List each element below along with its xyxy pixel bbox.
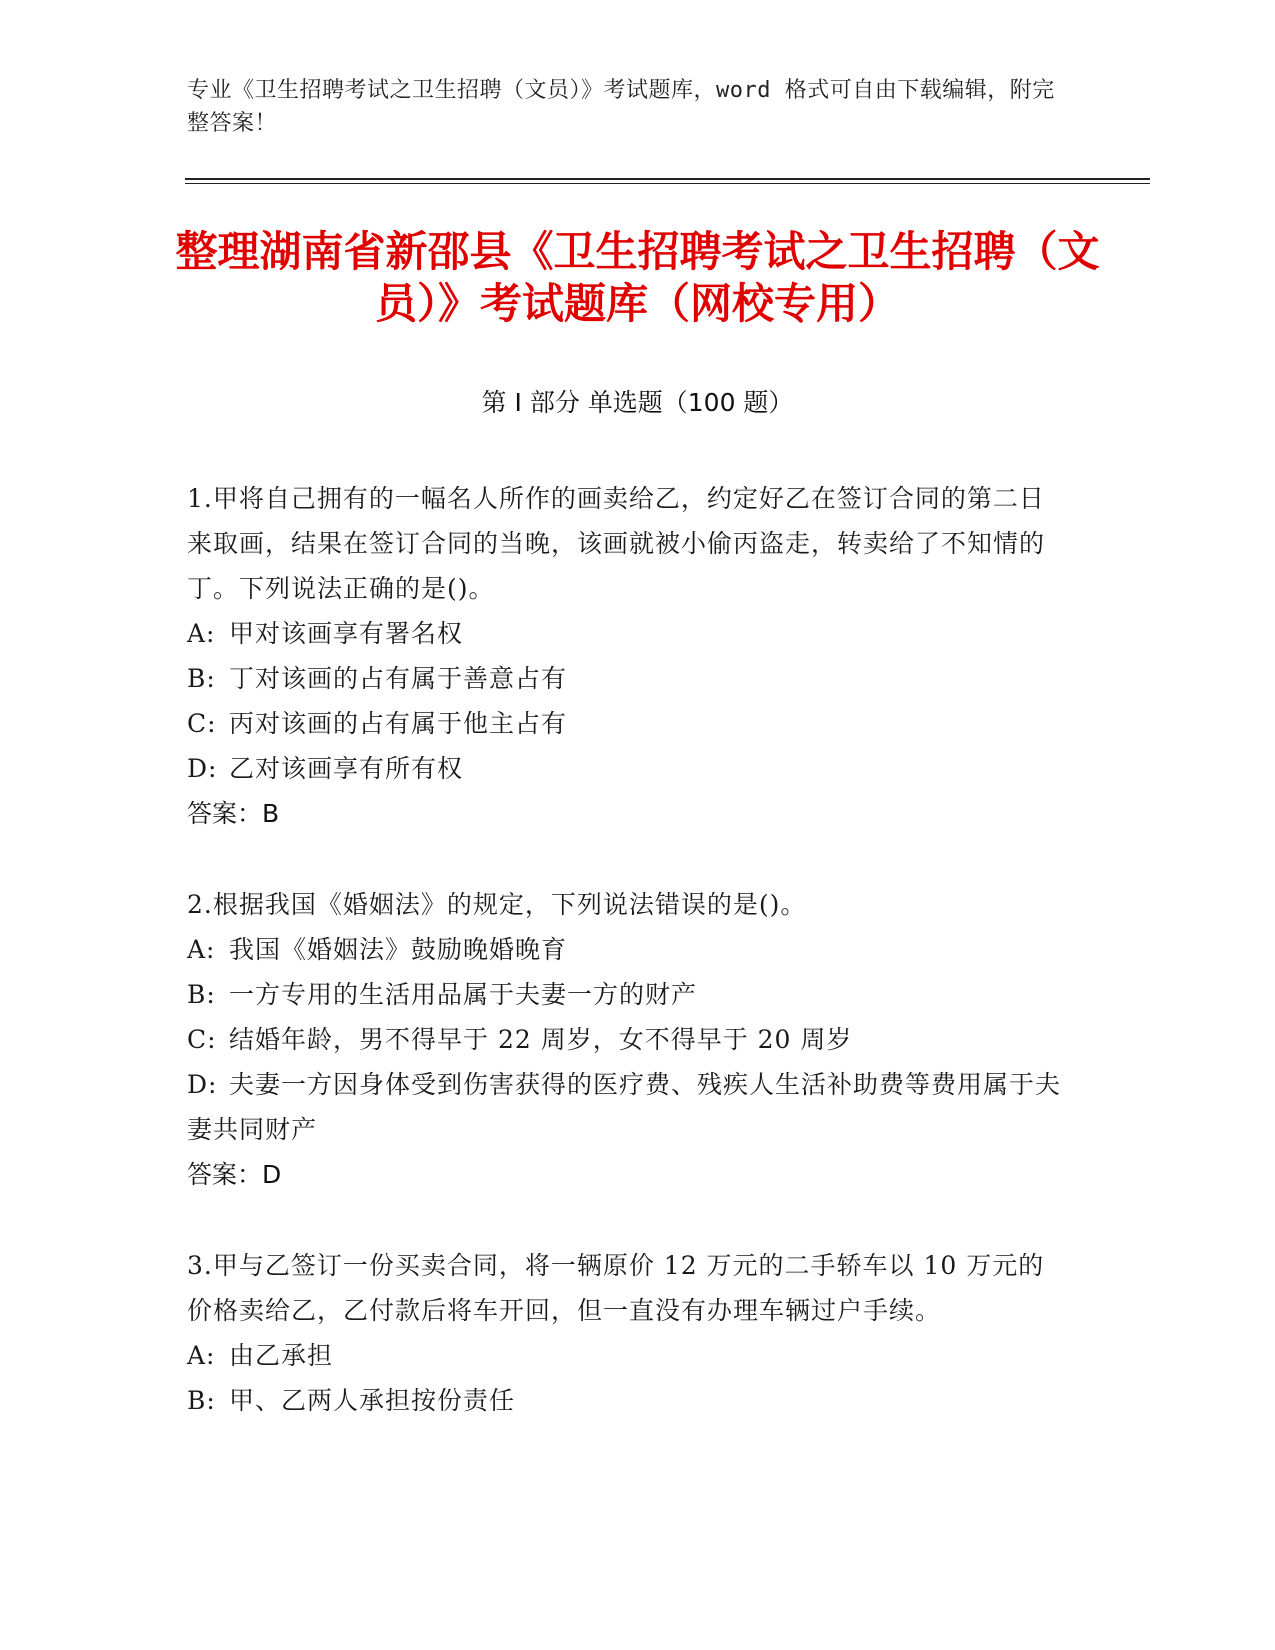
question-list <box>187 476 1067 1469</box>
option-letter: A: <box>187 1341 216 1370</box>
section-title: 第 I 部分 单选题（100 题） <box>481 388 794 417</box>
option-text: 由乙承担 <box>229 1341 334 1370</box>
option-text: 甲对该画享有署名权 <box>229 619 464 648</box>
option-letter: D: <box>187 1070 218 1099</box>
option-letter: B: <box>187 664 216 693</box>
option-letter: D: <box>187 754 218 783</box>
option-letter: A: <box>187 619 216 648</box>
question-stem: 2.根据我国《婚姻法》的规定，下列说法错误的是()。 <box>187 890 807 919</box>
option-letter: C: <box>187 709 217 738</box>
option-text: 甲、乙两人承担按份责任 <box>229 1386 516 1415</box>
option-letter: C: <box>187 1025 217 1054</box>
option-a <box>187 611 1067 656</box>
question-1 <box>187 476 1067 836</box>
answer-line: 答案：B <box>187 799 280 828</box>
option-c <box>187 1017 1067 1062</box>
header-divider-thin <box>185 183 1150 184</box>
option-letter: A: <box>187 935 216 964</box>
option-text: 一方专用的生活用品属于夫妻一方的财产 <box>229 980 698 1009</box>
option-a <box>187 927 1067 972</box>
option-text: 丙对该画的占有属于他主占有 <box>229 709 568 738</box>
option-c <box>187 701 1067 746</box>
question-3 <box>187 1243 1067 1423</box>
question-2 <box>187 882 1067 1197</box>
option-a <box>187 1333 1067 1378</box>
option-d <box>187 1062 1067 1152</box>
option-d <box>187 746 1067 791</box>
option-b <box>187 972 1067 1017</box>
option-letter: B: <box>187 1386 216 1415</box>
option-text: 丁对该画的占有属于善意占有 <box>229 664 568 693</box>
option-text: 结婚年龄，男不得早于 22 周岁，女不得早于 20 周岁 <box>229 1025 853 1054</box>
option-b <box>187 656 1067 701</box>
option-b <box>187 1378 1067 1423</box>
option-letter: B: <box>187 980 216 1009</box>
answer-line: 答案：D <box>187 1160 282 1189</box>
question-stem: 3.甲与乙签订一份买卖合同，将一辆原价 12 万元的二手轿车以 10 万元的价格卖给乙，乙付款后将车开回，但一直没有办理车辆过户手续。 <box>187 1251 1045 1325</box>
option-text: 乙对该画享有所有权 <box>229 754 464 783</box>
option-text: 夫妻一方因身体受到伤害获得的医疗费、残疾人生活补助费等费用属于夫妻共同财产 <box>187 1070 1062 1144</box>
header-note: 专业《卫生招聘考试之卫生招聘（文员）》考试题库，word 格式可自由下载编辑，附完整答案！ <box>187 78 1055 136</box>
option-text: 我国《婚姻法》鼓励晚婚晚育 <box>229 935 568 964</box>
document-title: 整理湖南省新邵县《卫生招聘考试之卫生招聘（文员）》考试题库（网校专用） <box>175 227 1100 328</box>
question-stem: 1.甲将自己拥有的一幅名人所作的画卖给乙，约定好乙在签订合同的第二日来取画，结果在签订合同的当晚，该画就被小偷丙盗走，转卖给了不知情的丁。下列说法正确的是()。 <box>187 484 1046 603</box>
header-divider <box>185 178 1150 180</box>
